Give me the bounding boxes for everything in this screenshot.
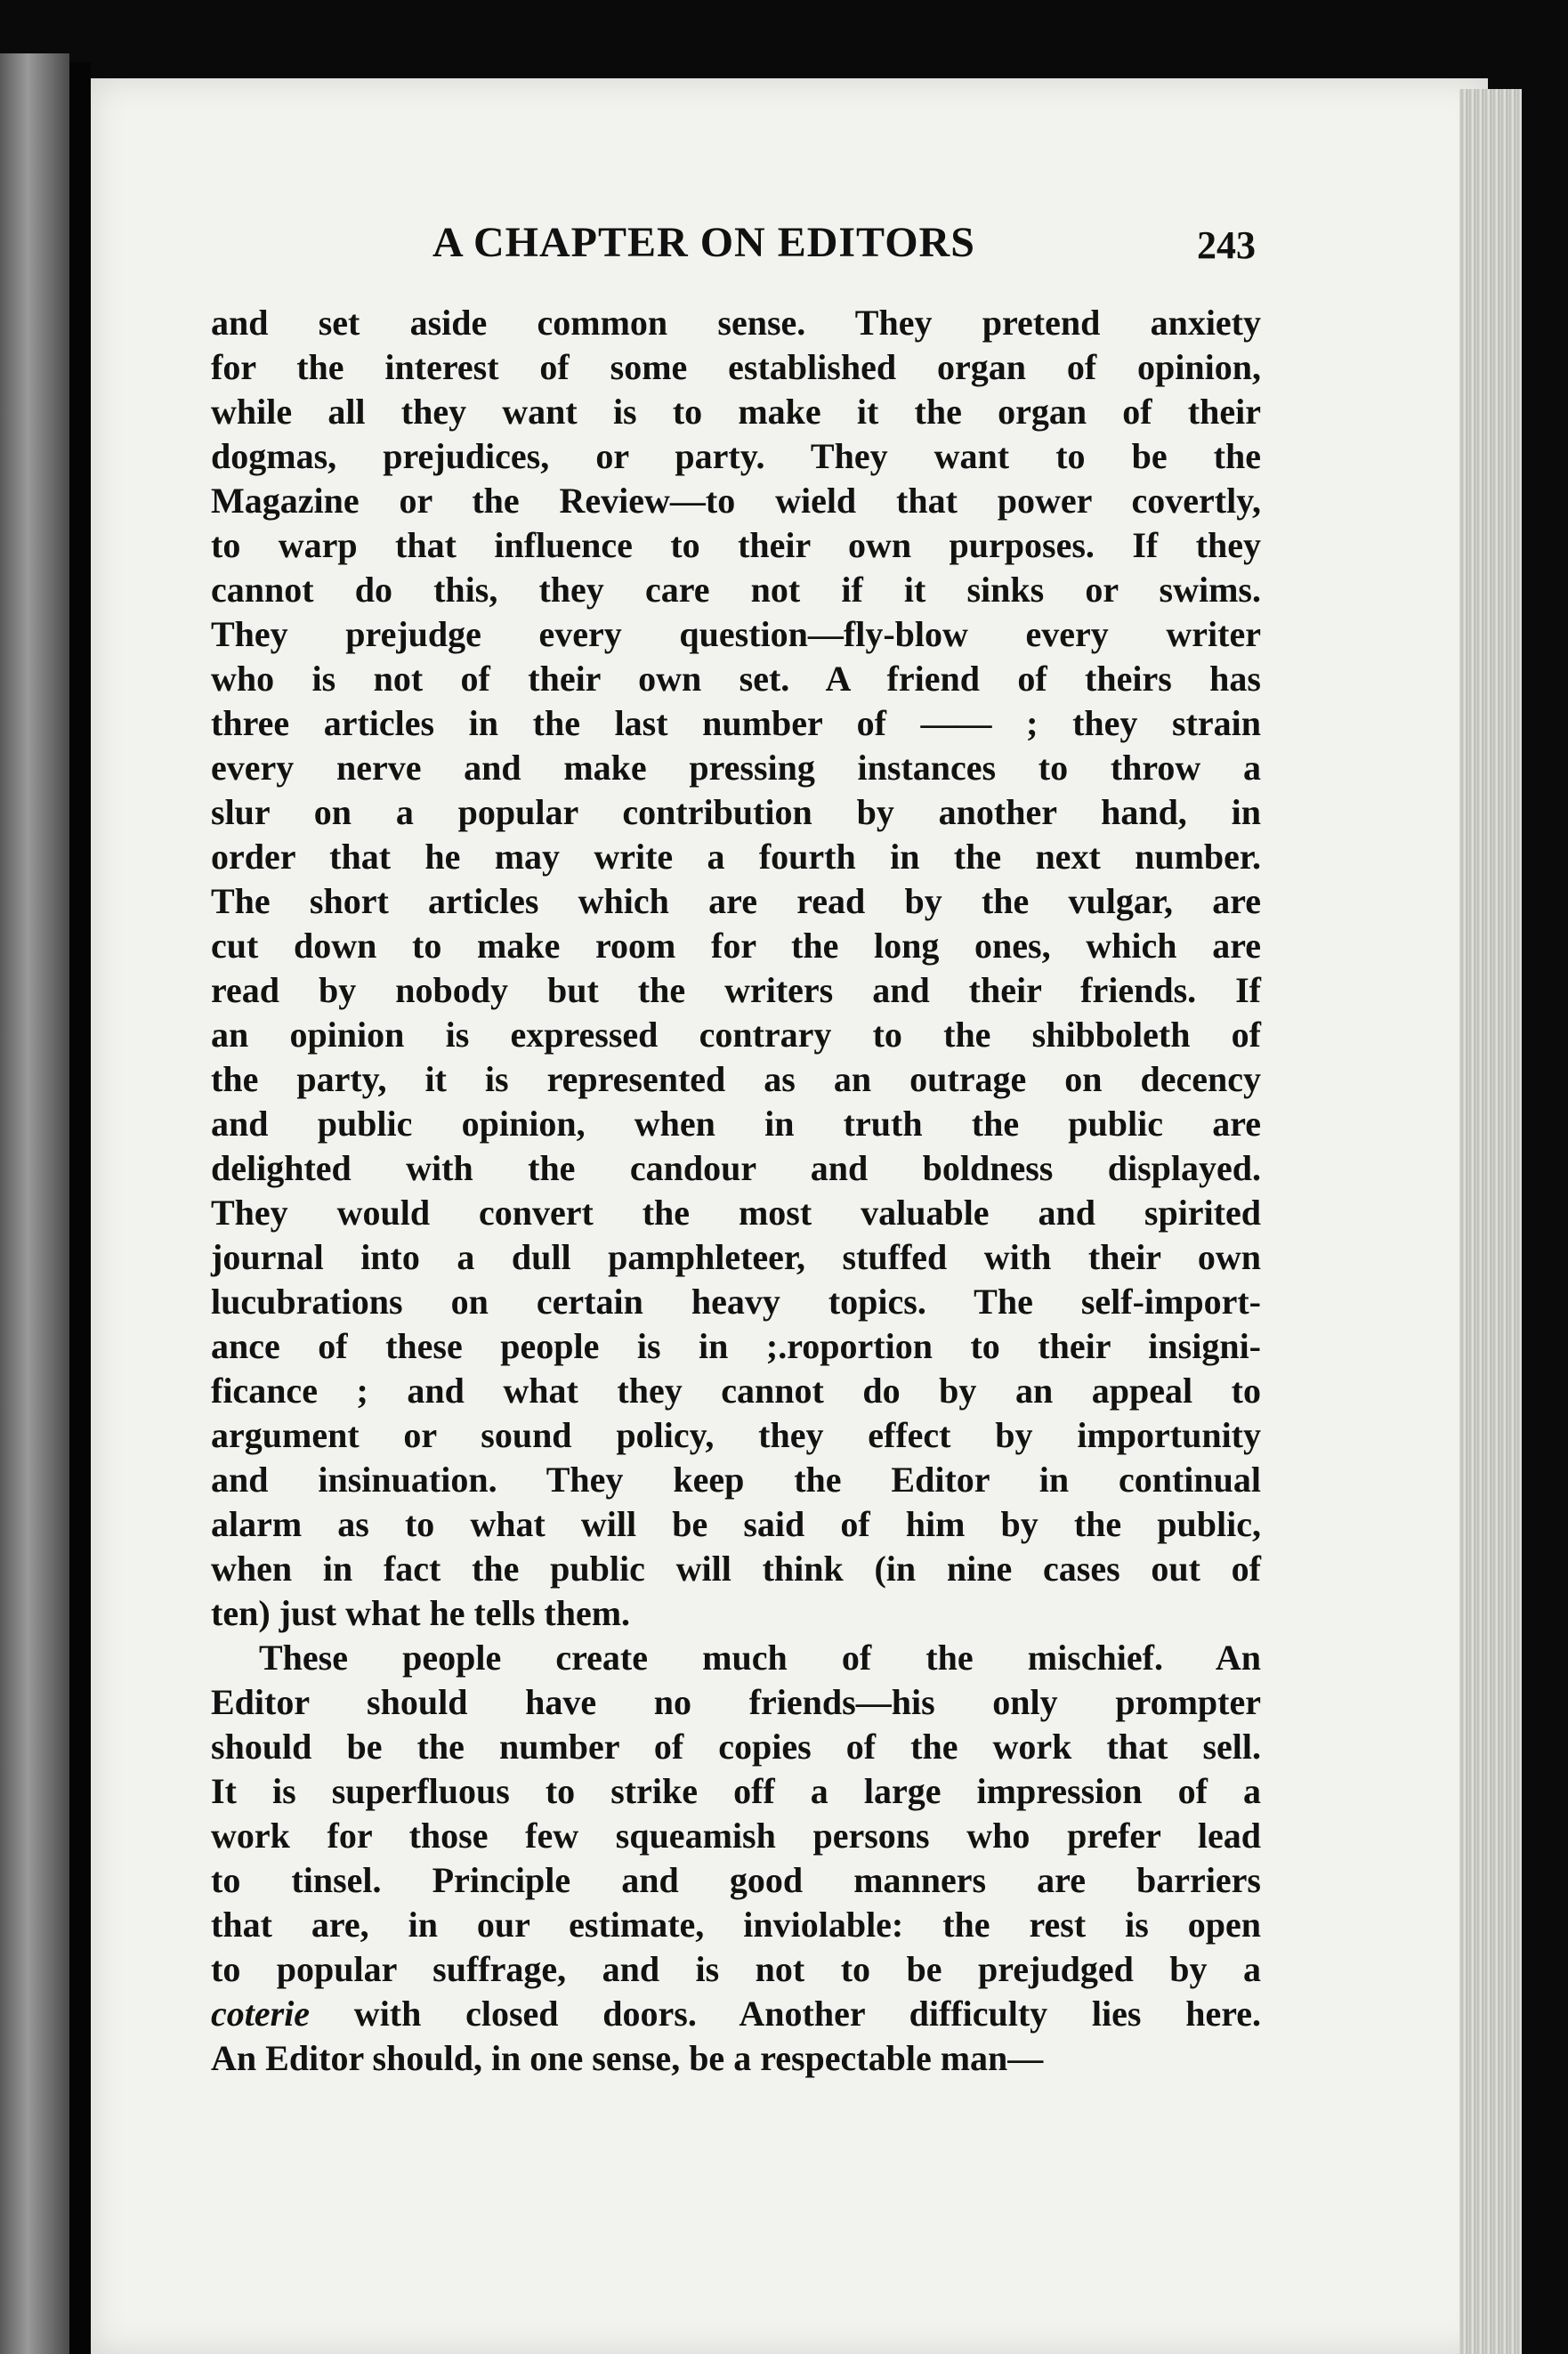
text-line: to tinsel. Principle and good manners are barriers [211, 1860, 1261, 1900]
text-line: An Editor should, in one sense, be a respectable man— [211, 2038, 1044, 2078]
paragraph [211, 1636, 1261, 2081]
text-line: read by nobody but the writers and their friends. If [211, 970, 1261, 1010]
text-line: journal into a dull pamphleteer, stuffed with their own [211, 1237, 1261, 1277]
page-number: 243 [1197, 223, 1256, 267]
text-line: and set aside common sense. They pretend anxiety [211, 303, 1261, 343]
text-line: alarm as to what will be said of him by the public, [211, 1504, 1261, 1544]
text-line: dogmas, prejudices, or party. They want to be the [211, 436, 1261, 476]
text-line: They prejudge every question—fly-blow every writer [211, 614, 1261, 654]
italic-word: coterie [211, 1994, 311, 2034]
running-head: A CHAPTER ON EDITORS [432, 219, 975, 266]
text-line: It is superfluous to strike off a large impression of a [211, 1771, 1261, 1811]
text-line: work for those few squeamish persons who prefer lead [211, 1816, 1261, 1856]
text-line: an opinion is expressed contrary to the shibboleth of [211, 1015, 1261, 1055]
text-line: The short articles which are read by the vulgar, are [211, 881, 1261, 921]
text-line: who is not of their own set. A friend of theirs has [211, 659, 1261, 699]
body-text [211, 301, 1261, 2081]
text-line: argument or sound policy, they effect by importunity [211, 1415, 1261, 1455]
text-line: ten) just what he tells them. [211, 1593, 631, 1633]
line-remainder: with closed doors. Another difficulty lies here. [310, 1994, 1261, 2034]
text-line: slur on a popular contribution by another hand, in [211, 792, 1261, 832]
text-line: three articles in the last number of —— ; they strain [211, 703, 1261, 743]
paragraph [211, 301, 1261, 1636]
previous-page-edge [0, 53, 69, 2354]
binding-gutter [69, 62, 91, 2354]
text-line: delighted with the candour and boldness displayed. [211, 1148, 1261, 1188]
text-line: Magazine or the Review—to wield that power covertly, [211, 481, 1261, 521]
text-line: should be the number of copies of the work that sell. [211, 1727, 1261, 1767]
text-line: every nerve and make pressing instances to throw a [211, 748, 1261, 788]
text-line: These people create much of the mischief. An [259, 1638, 1261, 1678]
text-line: the party, it is represented as an outrage on decency [211, 1059, 1261, 1099]
text-line [211, 1992, 1261, 2036]
text-line: to warp that influence to their own purposes. If they [211, 525, 1261, 565]
text-line: and insinuation. They keep the Editor in continual [211, 1460, 1261, 1500]
text-line: for the interest of some established organ of opinion, [211, 347, 1261, 387]
text-line: cannot do this, they care not if it sinks or swims. [211, 570, 1261, 610]
text-line: and public opinion, when in truth the public are [211, 1104, 1261, 1144]
page-edge-stack [1459, 89, 1522, 2354]
text-line: while all they want is to make it the organ of their [211, 392, 1261, 432]
text-line: ance of these people is in ;.roportion to their insigni- [211, 1326, 1261, 1366]
text-line: They would convert the most valuable and spirited [211, 1193, 1261, 1233]
text-line: when in fact the public will think (in nine cases out of [211, 1549, 1261, 1589]
text-line: order that he may write a fourth in the next number. [211, 837, 1261, 877]
text-line: lucubrations on certain heavy topics. The self-import- [211, 1282, 1261, 1322]
text-line: to popular suffrage, and is not to be prejudged by a [211, 1949, 1261, 1989]
text-line: that are, in our estimate, inviolable: the rest is open [211, 1905, 1261, 1945]
text-line: ficance ; and what they cannot do by an appeal to [211, 1371, 1261, 1411]
text-line: cut down to make room for the long ones, which are [211, 926, 1261, 966]
text-line: Editor should have no friends—his only prompter [211, 1682, 1261, 1722]
